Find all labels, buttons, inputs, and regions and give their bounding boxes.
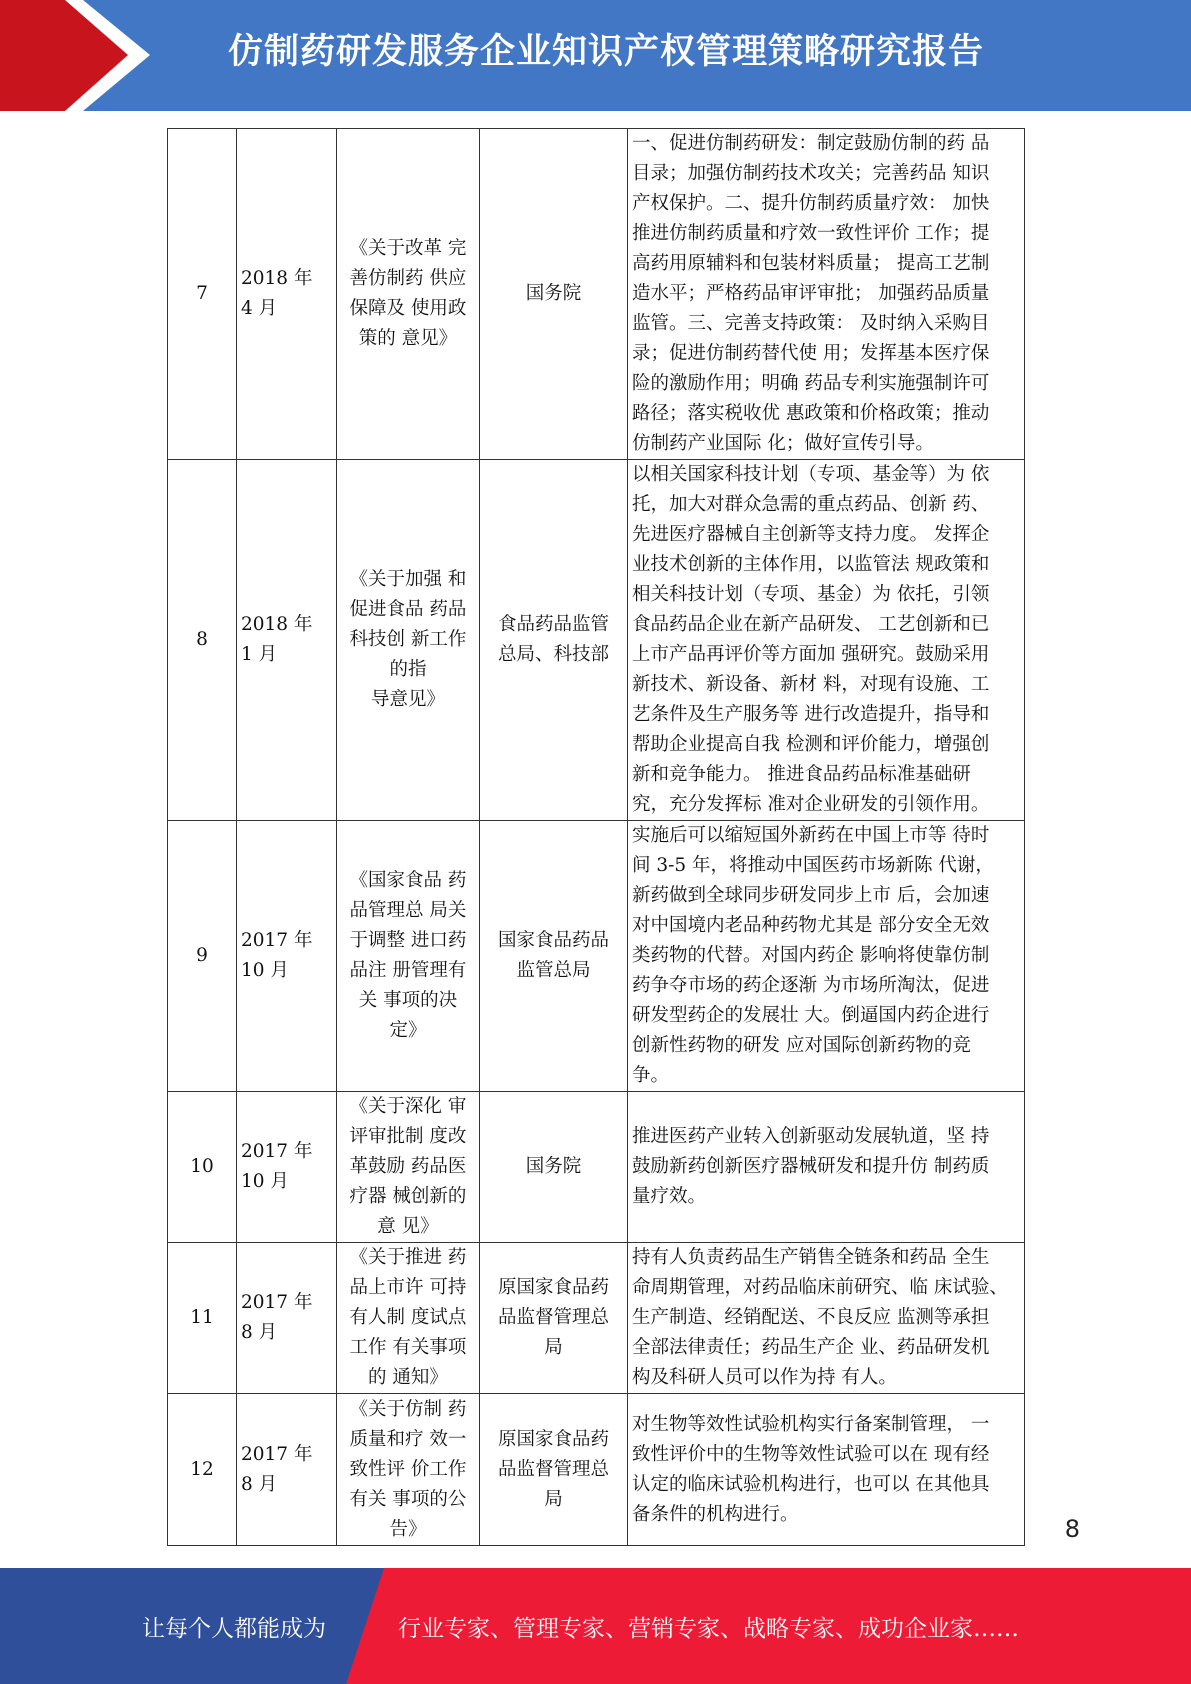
document-title-line: 科技创 新工作 xyxy=(349,629,467,650)
date-cell xyxy=(237,821,337,1092)
document-title-cell xyxy=(337,129,480,460)
footer-slogan-right: 行业专家、管理专家、营销专家、战略专家、成功企业家…… xyxy=(398,1616,1019,1642)
document-title-line: 品上市许 可持 xyxy=(349,1277,467,1298)
issuing-department-cell xyxy=(480,1092,628,1243)
document-title-line: 意 见》 xyxy=(377,1216,439,1237)
issuing-department-line: 国家食品药品 xyxy=(497,930,609,951)
policy-content-line: 持有人负责药品生产销售全链条和药品 全生 xyxy=(632,1247,990,1268)
document-title-line: 善仿制药 供应 xyxy=(349,268,467,289)
document-title-line: 策的 意见》 xyxy=(358,328,458,349)
document-title-cell xyxy=(337,1243,480,1394)
policy-content-line: 仿制药产业国际 化；做好宣传引导。 xyxy=(632,433,934,454)
document-title-line: 致性评 价工作 xyxy=(349,1458,467,1480)
issuing-department-cell xyxy=(480,460,628,821)
policy-content-line: 药争夺市场的药企逐渐 为市场所淘汰，促进 xyxy=(632,975,990,996)
row-number: 11 xyxy=(190,1307,214,1328)
policy-content-line: 鼓励新药创新医疗器械研发和提升仿 制药质 xyxy=(632,1156,990,1177)
row-number-cell xyxy=(168,129,237,460)
policy-content-line: 新和竞争能力。 推进食品药品标准基础研 xyxy=(632,764,971,785)
document-title-line: 保障及 使用政 xyxy=(349,298,467,319)
issuing-department-line: 品监督管理总 xyxy=(497,1458,609,1480)
policy-content-line: 相关科技计划（专项、基金）为 依托，引领 xyxy=(632,584,990,605)
row-number-cell xyxy=(168,460,237,821)
policy-content-line: 业技术创新的主体作用，以监管法 规政策和 xyxy=(632,554,990,575)
date-month: 8 月 xyxy=(241,1322,278,1343)
row-number-cell xyxy=(168,821,237,1092)
policy-content-line: 一、促进仿制药研发：制定鼓励仿制的药 品 xyxy=(632,133,990,154)
document-title-line: 的 通知》 xyxy=(368,1367,448,1388)
row-number-cell xyxy=(168,1394,237,1546)
policy-content-line: 路径；落实税收优 惠政策和价格政策；推动 xyxy=(632,403,990,424)
policy-content-line: 托，加大对群众急需的重点药品、创新 药、 xyxy=(632,494,990,515)
date-cell xyxy=(237,1243,337,1394)
issuing-department-line: 局 xyxy=(544,1337,563,1358)
document-title-line: 革鼓励 药品医 xyxy=(349,1156,467,1177)
policy-content-line: 产权保护。二、提升仿制药质量疗效： 加快 xyxy=(632,193,990,214)
policy-content-cell xyxy=(628,1092,1025,1243)
document-title-line: 质量和疗 效一 xyxy=(349,1428,467,1450)
policy-content-line: 先进医疗器械自主创新等支持力度。 发挥企 xyxy=(632,524,990,545)
policy-content-cell xyxy=(628,1394,1025,1546)
date-year: 2018 年 xyxy=(241,268,313,289)
document-title-line: 导意见》 xyxy=(370,689,445,710)
issuing-department-line: 监管总局 xyxy=(516,960,591,981)
date-year: 2017 年 xyxy=(241,1443,313,1465)
document-title-cell xyxy=(337,1092,480,1243)
table-row xyxy=(168,1092,1025,1243)
policy-content-line: 全部法律责任；药品生产企 业、药品研发机 xyxy=(632,1337,990,1358)
date-year: 2017 年 xyxy=(241,1292,313,1313)
date-cell xyxy=(237,460,337,821)
row-number: 10 xyxy=(190,1156,214,1177)
policy-content-line: 量疗效。 xyxy=(632,1186,707,1207)
issuing-department-line: 原国家食品药 xyxy=(497,1428,609,1450)
policy-content-line: 艺条件及生产服务等 进行改造提升，指导和 xyxy=(632,704,990,725)
issuing-department-cell xyxy=(480,1243,628,1394)
date-month: 10 月 xyxy=(241,1171,289,1192)
policy-content-cell xyxy=(628,1243,1025,1394)
date-year: 2018 年 xyxy=(241,614,313,635)
document-title-line: 疗器 械创新的 xyxy=(349,1186,467,1207)
policy-content-line: 认定的临床试验机构进行，也可以 在其他具 xyxy=(632,1473,990,1495)
policy-content-line: 造水平；严格药品审评审批； 加强药品质量 xyxy=(632,283,990,304)
policy-content-line: 争。 xyxy=(632,1065,670,1086)
table-row xyxy=(168,821,1025,1092)
date-month: 4 月 xyxy=(241,298,278,319)
policy-content-line: 究，充分发挥标 准对企业研发的引领作用。 xyxy=(632,794,990,815)
policy-content-cell xyxy=(628,460,1025,821)
row-number: 7 xyxy=(196,283,208,304)
document-title-line: 《关于深化 审 xyxy=(349,1096,467,1117)
issuing-department-cell xyxy=(480,1394,628,1546)
issuing-department-line: 原国家食品药 xyxy=(497,1277,609,1298)
document-title-line: 于调整 进口药 xyxy=(349,930,467,951)
document-title-line: 工作 有关事项 xyxy=(349,1337,467,1358)
document-title-line: 品管理总 局关 xyxy=(349,900,467,921)
document-title-line: 定》 xyxy=(389,1020,427,1041)
policy-content-line: 录；促进仿制药替代使 用；发挥基本医疗保 xyxy=(632,343,990,364)
policy-content-line: 命周期管理，对药品临床前研究、临 床试验、 xyxy=(632,1277,1008,1298)
policy-content-line: 备条件的机构进行。 xyxy=(632,1503,799,1525)
date-cell xyxy=(237,129,337,460)
row-number: 9 xyxy=(196,945,208,966)
policy-content-line: 高药用原辅料和包装材料质量； 提高工艺制 xyxy=(632,253,990,274)
policy-content-line: 新技术、新设备、新材 料，对现有设施、工 xyxy=(632,674,990,695)
issuing-department-cell xyxy=(480,129,628,460)
document-title-line: 《关于仿制 药 xyxy=(349,1398,467,1420)
policy-content-line: 实施后可以缩短国外新药在中国上市等 待时 xyxy=(632,825,990,846)
document-title-line: 有关 事项的公 xyxy=(349,1488,467,1510)
document-title-line: 《关于加强 和 xyxy=(349,569,467,590)
document-title-cell xyxy=(337,460,480,821)
date-year: 2017 年 xyxy=(241,930,313,951)
policy-content-line: 研发型药企的发展壮 大。倒逼国内药企进行 xyxy=(632,1005,990,1026)
issuing-department-line: 品监督管理总 xyxy=(497,1307,609,1328)
policy-content-line: 险的激励作用；明确 药品专利实施强制许可 xyxy=(632,373,990,394)
document-title-line: 有人制 度试点 xyxy=(349,1307,467,1328)
policy-content-line: 对中国境内老品种药物尤其是 部分安全无效 xyxy=(632,915,990,936)
policy-content-line: 以相关国家科技计划（专项、基金等）为 依 xyxy=(632,464,990,485)
document-title-cell xyxy=(337,821,480,1092)
issuing-department-line: 总局、科技部 xyxy=(497,644,609,665)
policy-content-line: 监管。三、完善支持政策： 及时纳入采购目 xyxy=(632,313,990,334)
date-year: 2017 年 xyxy=(241,1141,313,1162)
policy-content-line: 目录；加强仿制药技术攻关；完善药品 知识 xyxy=(632,163,990,184)
policy-content-line: 对生物等效性试验机构实行备案制管理， 一 xyxy=(632,1413,990,1435)
date-cell xyxy=(237,1092,337,1243)
header-arrow-decoration xyxy=(0,0,150,111)
issuing-department-line: 国务院 xyxy=(525,1156,582,1177)
issuing-department-cell xyxy=(480,821,628,1092)
document-title-line: 《关于推进 药 xyxy=(349,1247,467,1268)
policy-content-line: 间 3-5 年，将推动中国医药市场新陈 代谢， xyxy=(632,855,994,876)
report-title: 仿制药研发服务企业知识产权管理策略研究报告 xyxy=(228,32,985,72)
row-number: 12 xyxy=(190,1458,214,1480)
table-row xyxy=(168,1394,1025,1546)
policy-content-line: 生产制造、经销配送、不良反应 监测等承担 xyxy=(632,1307,990,1328)
row-number: 8 xyxy=(196,629,208,650)
document-title-line: 《关于改革 完 xyxy=(349,238,467,259)
date-month: 8 月 xyxy=(241,1473,278,1495)
issuing-department-line: 国务院 xyxy=(525,283,582,304)
document-title-line: 《国家食品 药 xyxy=(349,870,467,891)
policy-content-line: 新药做到全球同步研发同步上市 后，会加速 xyxy=(632,885,990,906)
document-title-line: 告》 xyxy=(389,1518,427,1540)
row-number-cell xyxy=(168,1243,237,1394)
date-month: 10 月 xyxy=(241,960,289,981)
policy-content-line: 构及科研人员可以作为持 有人。 xyxy=(632,1367,897,1388)
document-title-line: 的指 xyxy=(389,659,427,680)
date-month: 1 月 xyxy=(241,644,278,665)
table-row xyxy=(168,129,1025,460)
page-number: 8 xyxy=(1064,1515,1080,1543)
policy-content-cell xyxy=(628,821,1025,1092)
document-title-line: 关 事项的决 xyxy=(358,990,458,1011)
policy-content-cell xyxy=(628,129,1025,460)
policy-content-line: 致性评价中的生物等效性试验可以在 现有经 xyxy=(632,1443,990,1465)
issuing-department-line: 局 xyxy=(544,1488,563,1510)
policy-content-line: 推进仿制药质量和疗效一致性评价 工作；提 xyxy=(632,223,990,244)
policy-table xyxy=(167,128,1025,1546)
page-header xyxy=(0,0,1191,111)
policy-content-line: 创新性药物的研发 应对国际创新药物的竞 xyxy=(632,1035,971,1056)
policy-content-line: 食品药品企业在新产品研发、 工艺创新和已 xyxy=(632,614,990,635)
document-title-line: 品注 册管理有 xyxy=(349,960,467,981)
document-title-cell xyxy=(337,1394,480,1546)
policy-content-line: 帮助企业提高自我 检测和评价能力，增强创 xyxy=(632,734,990,755)
policy-content-line: 上市产品再评价等方面加 强研究。鼓励采用 xyxy=(632,644,990,665)
policy-content-line: 推进医药产业转入创新驱动发展轨道，坚 持 xyxy=(632,1126,990,1147)
document-title-line: 评审批制 度改 xyxy=(349,1126,467,1147)
date-cell xyxy=(237,1394,337,1546)
table-row xyxy=(168,460,1025,821)
policy-content-line: 类药物的代替。对国内药企 影响将使靠仿制 xyxy=(632,945,990,966)
table-row xyxy=(168,1243,1025,1394)
footer-slogan-left: 让每个人都能成为 xyxy=(142,1616,326,1642)
issuing-department-line: 食品药品监管 xyxy=(497,614,609,635)
document-title-line: 促进食品 药品 xyxy=(349,599,467,620)
row-number-cell xyxy=(168,1092,237,1243)
